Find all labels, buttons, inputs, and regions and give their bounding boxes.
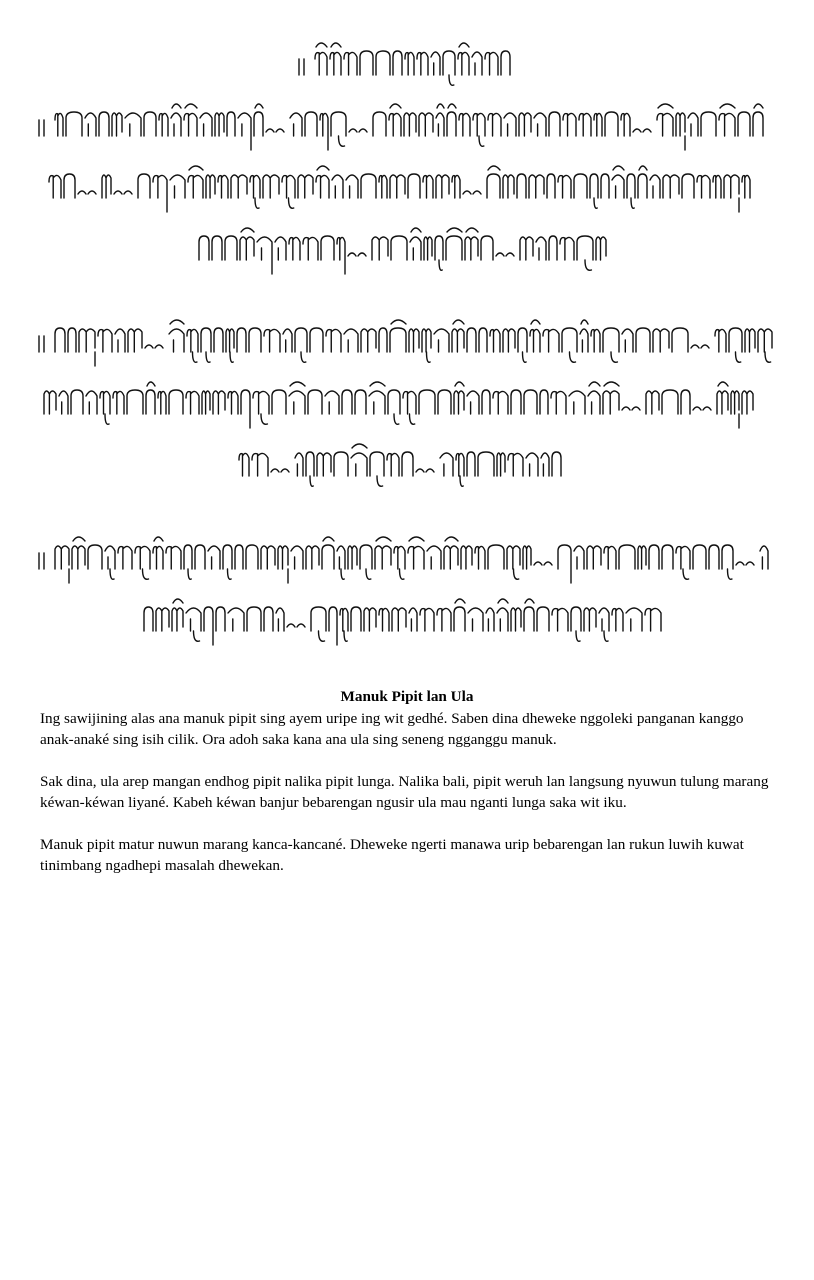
javanese-glyphs (42, 380, 772, 432)
javanese-line (30, 592, 784, 654)
latin-text-block (40, 686, 774, 897)
javanese-glyphs (37, 102, 777, 154)
javanese-glyphs (237, 442, 577, 494)
javanese-glyphs (37, 535, 777, 587)
javanese-glyph-strokes (144, 599, 661, 645)
javanese-glyphs (37, 318, 777, 370)
javanese-glyph-strokes (239, 444, 561, 486)
javanese-paragraph-2 (30, 313, 784, 499)
javanese-title-line (30, 36, 784, 98)
javanese-glyph-strokes (49, 166, 750, 212)
javanese-paragraph-1 (30, 97, 784, 283)
javanese-glyph-strokes (299, 43, 510, 85)
javanese-line (30, 437, 784, 499)
javanese-glyph-strokes (39, 104, 763, 150)
latin-paragraph-2: Sak dina, ula arep mangan endhog pipit nalika pipit lunga. Nalika bali, pipit weruh lan langsung nyuwun tulung marang kéwan-kéwan liyané. Kabeh kéwan banjur bebarengan ngusir ula mau nganti lunga saka wit iku. (40, 773, 769, 811)
javanese-glyph-strokes (199, 228, 606, 274)
javanese-line (30, 530, 784, 592)
javanese-glyph-strokes (39, 537, 768, 583)
javanese-glyphs (47, 164, 767, 216)
javanese-line (30, 375, 784, 437)
javanese-script-block (30, 36, 784, 98)
javanese-glyphs (297, 41, 517, 93)
javanese-line (30, 221, 784, 283)
javanese-paragraph-3 (30, 530, 784, 654)
latin-paragraph-1: Ing sawijining alas ana manuk pipit sing ayem uripe ing wit gedhé. Saben dina dheweke nggoleki panganan kanggo anak-anaké sing isih cilik. Ora adoh saka kana ana ula sing seneng ngganggu manuk. (40, 710, 744, 748)
javanese-line (30, 313, 784, 375)
javanese-line (30, 159, 784, 221)
story-title: Manuk Pipit lan Ula (340, 688, 474, 705)
javanese-line (30, 97, 784, 159)
javanese-glyphs (197, 226, 617, 278)
latin-paragraph-3: Manuk pipit matur nuwun marang kanca-kancané. Dheweke ngerti manawa urip bebarengan lan rukun luwih kuwat tinimbang ngadhepi masalah dhewekan. (40, 836, 744, 874)
javanese-glyphs (142, 597, 672, 649)
javanese-glyph-strokes (44, 382, 753, 428)
javanese-glyph-strokes (39, 320, 772, 366)
